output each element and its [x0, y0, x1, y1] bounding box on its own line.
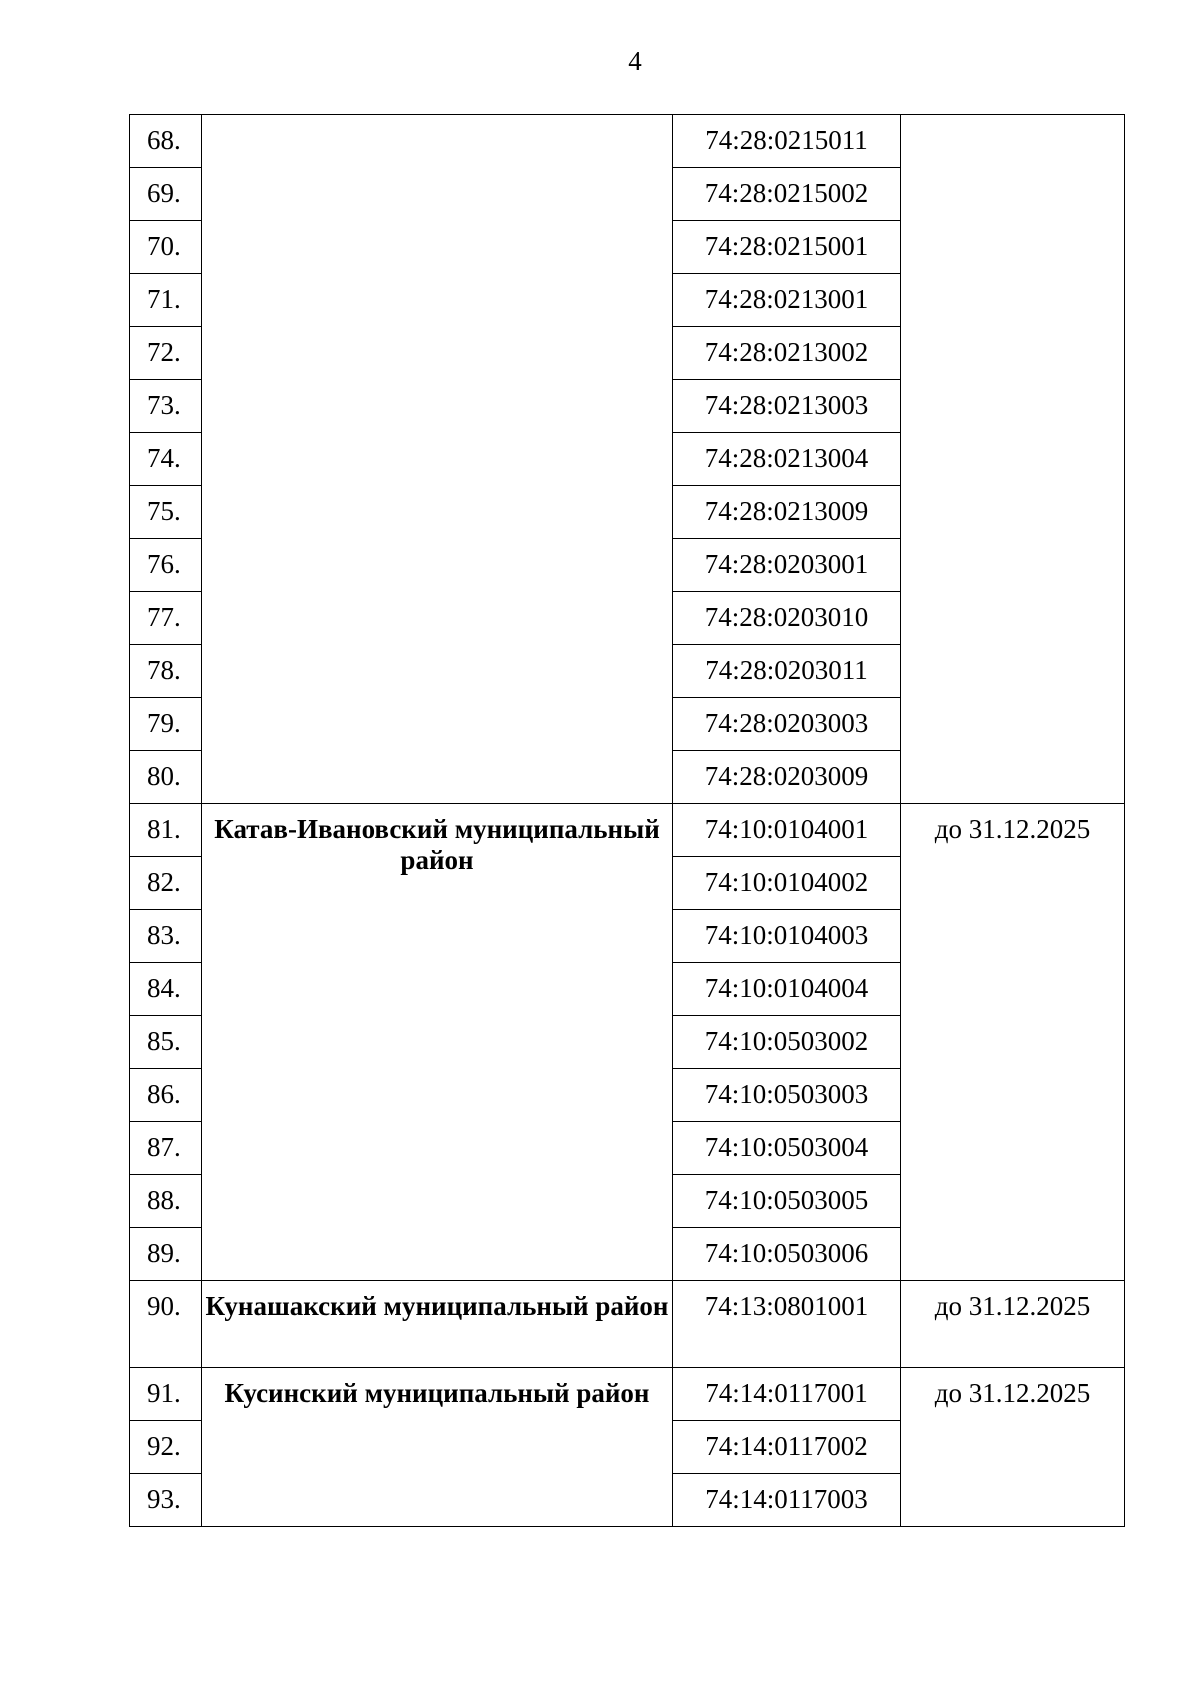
cadastral-number: 74:28:0203009: [673, 751, 901, 804]
cadastral-number: 74:10:0503003: [673, 1069, 901, 1122]
cadastral-number: 74:14:0117001: [673, 1368, 901, 1421]
district-cell-continued: [202, 115, 673, 804]
row-number: 79.: [130, 698, 202, 751]
deadline: до 31.12.2025: [901, 1281, 1125, 1368]
cadastral-number: 74:28:0203001: [673, 539, 901, 592]
cadastral-number: 74:28:0203011: [673, 645, 901, 698]
cadastral-number: 74:28:0215011: [673, 115, 901, 168]
row-number: 92.: [130, 1421, 202, 1474]
page-number: 4: [628, 46, 642, 76]
row-number: 93.: [130, 1474, 202, 1527]
cadastral-number: 74:14:0117003: [673, 1474, 901, 1527]
district-name: Катав-Ивановский муниципальный район: [202, 804, 673, 1281]
deadline: до 31.12.2025: [901, 1368, 1125, 1527]
cadastral-number: 74:10:0503004: [673, 1122, 901, 1175]
row-number: 87.: [130, 1122, 202, 1175]
row-number: 70.: [130, 221, 202, 274]
district-name: Кунашакский муниципальный район: [202, 1281, 673, 1368]
cadastral-number: 74:13:0801001: [673, 1281, 901, 1368]
cadastral-number: 74:28:0213002: [673, 327, 901, 380]
cadastral-number: 74:28:0203003: [673, 698, 901, 751]
cadastral-number: 74:10:0104001: [673, 804, 901, 857]
cadastral-number: 74:10:0503005: [673, 1175, 901, 1228]
cadastral-number: 74:10:0104003: [673, 910, 901, 963]
table-row: [130, 804, 1125, 857]
row-number: 86.: [130, 1069, 202, 1122]
cadastral-number: 74:14:0117002: [673, 1421, 901, 1474]
cadastral-number: 74:28:0213001: [673, 274, 901, 327]
table-row: [130, 1368, 1125, 1421]
row-number: 82.: [130, 857, 202, 910]
deadline: до 31.12.2025: [901, 804, 1125, 1281]
cadastral-quarters-table: [129, 114, 1125, 1527]
row-number: 85.: [130, 1016, 202, 1069]
district-name: Кусинский муниципальный район: [202, 1368, 673, 1527]
row-number: 75.: [130, 486, 202, 539]
row-number: 80.: [130, 751, 202, 804]
row-number: 76.: [130, 539, 202, 592]
table-row: [130, 115, 1125, 168]
row-number: 78.: [130, 645, 202, 698]
cadastral-number: 74:28:0213004: [673, 433, 901, 486]
row-number: 90.: [130, 1281, 202, 1368]
cadastral-number: 74:10:0503006: [673, 1228, 901, 1281]
row-number: 89.: [130, 1228, 202, 1281]
row-number: 77.: [130, 592, 202, 645]
row-number: 81.: [130, 804, 202, 857]
cadastral-number: 74:10:0104002: [673, 857, 901, 910]
cadastral-number: 74:10:0503002: [673, 1016, 901, 1069]
table-row: [130, 1281, 1125, 1368]
row-number: 71.: [130, 274, 202, 327]
cadastral-number: 74:28:0203010: [673, 592, 901, 645]
row-number: 91.: [130, 1368, 202, 1421]
row-number: 84.: [130, 963, 202, 1016]
row-number: 74.: [130, 433, 202, 486]
cadastral-number: 74:28:0213009: [673, 486, 901, 539]
cadastral-number: 74:28:0215001: [673, 221, 901, 274]
cadastral-number: 74:28:0215002: [673, 168, 901, 221]
row-number: 73.: [130, 380, 202, 433]
cadastral-number: 74:28:0213003: [673, 380, 901, 433]
row-number: 83.: [130, 910, 202, 963]
deadline-cell-continued: [901, 115, 1125, 804]
row-number: 88.: [130, 1175, 202, 1228]
cadastral-number: 74:10:0104004: [673, 963, 901, 1016]
row-number: 72.: [130, 327, 202, 380]
row-number: 69.: [130, 168, 202, 221]
row-number: 68.: [130, 115, 202, 168]
